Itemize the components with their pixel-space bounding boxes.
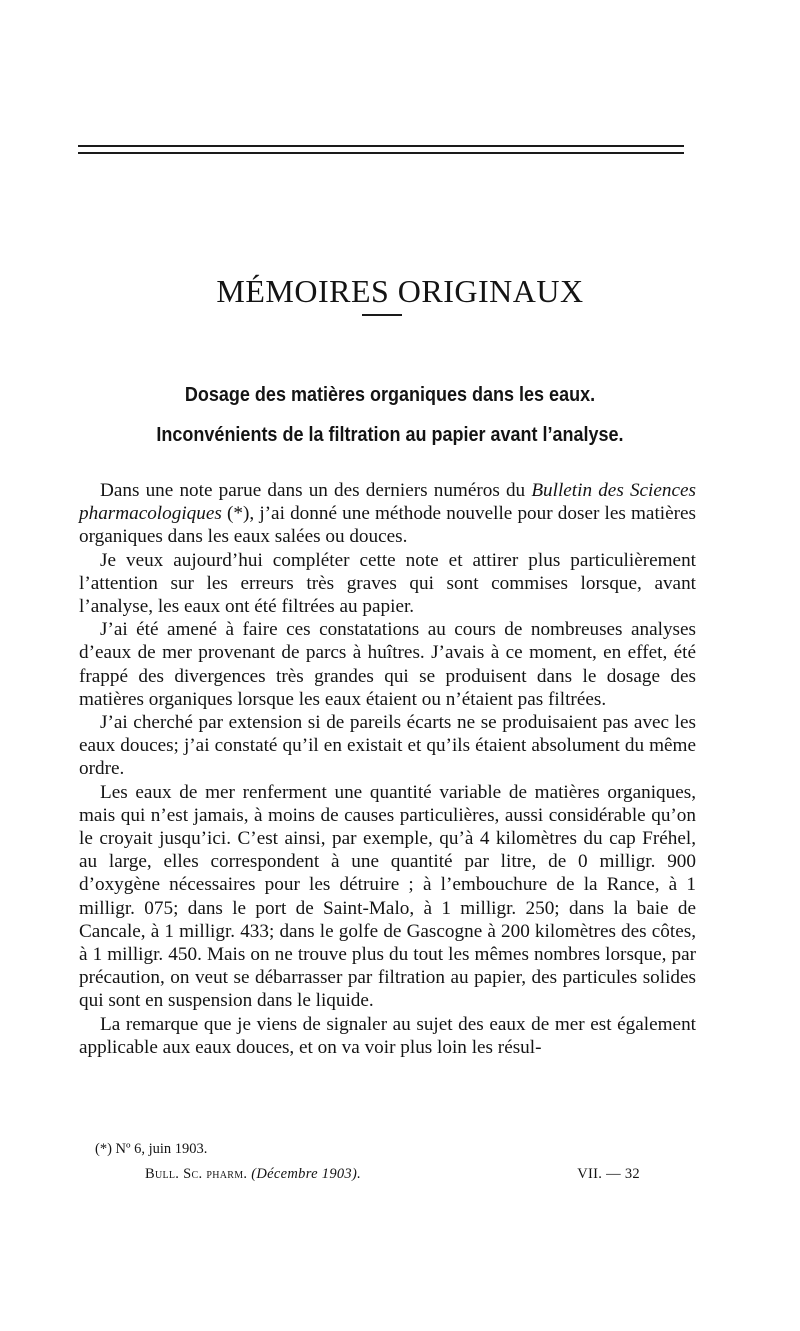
title-separator-dash	[362, 314, 402, 316]
top-double-rule-lower	[78, 152, 684, 154]
paragraph-1	[79, 479, 696, 549]
paragraph-3: J’ai été amené à faire ces constatations au cours de nombreuses analyses d’eaux de mer provenant de parcs à huîtres. J’avais à ce moment, en effet, été frappé des divergences très grandes qui se produisent dans le dosage des matières organiques lorsque les eaux étaient ou n’étaient pas filtrées.	[79, 619, 696, 710]
paragraph-1-text-end: (*), j’ai donné une méthode nouvelle pour doser les matières organiques dans les eaux salées ou douces.	[79, 503, 696, 548]
paragraph-6: La remarque que je viens de signaler au sujet des eaux de mer est également applicable aux eaux douces, et on va voir plus loin les résul-	[79, 1013, 696, 1058]
footer-journal: Bull. Sc. pharm.	[145, 1166, 248, 1182]
section-title: MÉMOIRES ORIGINAUX	[216, 273, 584, 310]
footnote: (*) Nº 6, juin 1903.	[95, 1141, 208, 1157]
footer-page-ref: VII. — 32	[577, 1166, 640, 1182]
paragraph-2: Je veux aujourd’hui compléter cette note et attirer plus particulièrement l’attention sur les erreurs très graves qui sont commises lorsque, avant l’analyse, les eaux ont été filtrées au papier.	[79, 549, 696, 618]
footer-citation	[145, 1166, 361, 1183]
paragraph-5: Les eaux de mer renferment une quantité variable de matières organiques, mais qui n’est jamais, à moins de causes particulières, aussi considérable qu’on le croyait jusqu’ici. C’est ainsi, par exemple, qu’à 4 kilomètres du cap Fréhel, au large, elles correspondent à une quantité par litre, de 0 milligr. 900 d’oxygène nécessaires pour les détruire ; à l’embouchure de la Rance, à 1 milligr. 075; dans le port de Saint-Malo, à 1 milligr. 250; dans la baie de Cancale, à 1 milligr. 433; dans le golfe de Gascogne à 200 kilomètres des côtes, à 1 milligr. 450. Mais on ne trouve plus du tout les mêmes nombres lorsque, par précaution, on veut se débarrasser par filtration au papier, des particules solides qui sont en suspension dans le liquide.	[79, 781, 696, 1012]
journal-reference: Bulletin des Sciences pharmacologiques	[79, 480, 696, 525]
article-body	[79, 479, 696, 1059]
paragraph-4: J’ai cherché par extension si de pareils écarts ne se produisaient pas avec les eaux douces; j’ai constaté qu’il en existait et qu’ils étaient absolument du même ordre.	[79, 712, 696, 780]
article-title-line-2: Inconvénients de la filtration au papier avant l’analyse.	[156, 424, 624, 446]
paragraph-1-text-start: Dans une note parue dans un des derniers numéros du	[100, 480, 532, 501]
top-double-rule-upper	[78, 145, 684, 147]
article-title-line-1: Dosage des matières organiques dans les eaux.	[184, 384, 596, 406]
footer-date: (Décembre 1903).	[251, 1166, 362, 1182]
